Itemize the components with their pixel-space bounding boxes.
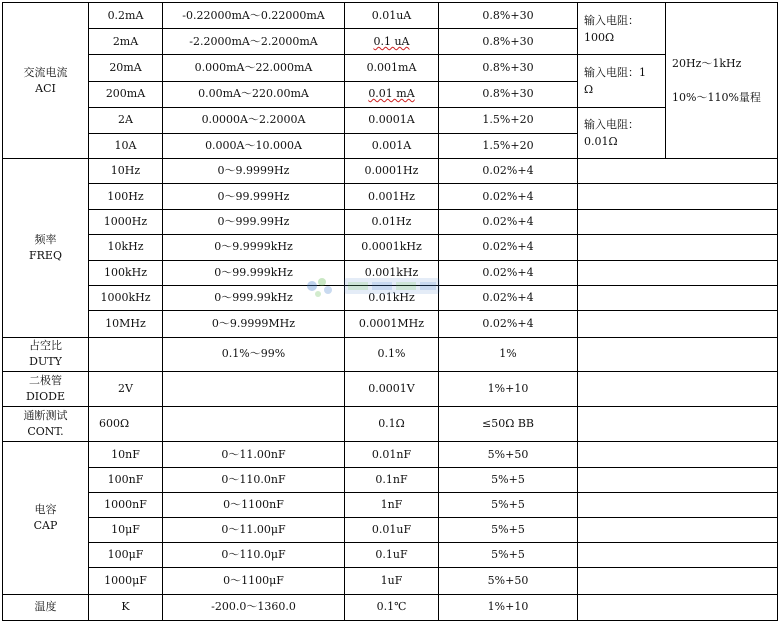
param-label-cap: 电容 CAP [3,442,89,594]
empty-cell [578,234,778,260]
param-label-duty: 占空比 DUTY [3,337,89,371]
span-cell: 0.0000A～2.2000A [163,107,345,133]
resolution-cell: 0.0001Hz [345,159,439,184]
table-row [3,467,778,492]
span-cell: 0～110.0μF [163,543,345,568]
range-cell: 1000nF [89,492,163,517]
empty-cell [578,337,778,371]
range-cell: 0.2mA [89,3,163,29]
param-label-freq: 频率 FREQ [3,159,89,337]
range-cell: 100nF [89,467,163,492]
accuracy-cell: 0.8%+30 [439,29,578,55]
span-cell: 0～99.999kHz [163,261,345,286]
range-cell: 1000kHz [89,286,163,311]
accuracy-cell: 5%+50 [439,568,578,594]
range-cell: 2mA [89,29,163,55]
table-row [3,184,778,209]
accuracy-cell: 1.5%+20 [439,107,578,133]
resolution-cell: 1nF [345,492,439,517]
range-cell: 10kHz [89,234,163,260]
resolution-cell: 0.1nF [345,467,439,492]
accuracy-cell: 0.02%+4 [439,184,578,209]
accuracy-cell: 0.02%+4 [439,209,578,234]
resolution-cell: 0.001kHz [345,261,439,286]
accuracy-cell: 5%+5 [439,518,578,543]
spec-table [2,2,778,621]
resolution-cell: 0.01Hz [345,209,439,234]
accuracy-cell: 1.5%+20 [439,134,578,159]
empty-cell [578,594,778,620]
accuracy-cell: 0.8%+30 [439,81,578,107]
accuracy-cell: ≤50Ω BB [439,407,578,442]
range-cell: 10MHz [89,311,163,337]
table-row [3,492,778,517]
table-row [3,55,778,81]
accuracy-cell: 0.02%+4 [439,234,578,260]
empty-cell [578,371,778,406]
table-row [3,311,778,337]
param-label-aci: 交流电流 ACI [3,3,89,159]
empty-cell [578,407,778,442]
resolution-cell: 0.1℃ [345,594,439,620]
span-cell: 0～11.00nF [163,442,345,467]
param-label-cont: 通断测试 CONT. [3,407,89,442]
resolution-cell: 0.0001A [345,107,439,133]
range-cell: 20mA [89,55,163,81]
accuracy-cell: 0.8%+30 [439,3,578,29]
table-row [3,518,778,543]
param-label-temp: 温度 [3,594,89,620]
range-cell: 10μF [89,518,163,543]
span-cell: 0～1100μF [163,568,345,594]
span-cell: 0～1100nF [163,492,345,517]
accuracy-cell: 0.02%+4 [439,159,578,184]
table-row [3,261,778,286]
range-cell: 100Hz [89,184,163,209]
empty-cell [578,543,778,568]
resolution-cell [345,81,439,107]
span-cell: 0～11.00μF [163,518,345,543]
accuracy-cell: 1%+10 [439,371,578,406]
span-cell: 0～110.0nF [163,467,345,492]
range-cell: 10A [89,134,163,159]
impedance-cell: 输入电阻： 100Ω [578,3,666,55]
span-cell: 0～999.99Hz [163,209,345,234]
span-cell: 0～999.99kHz [163,286,345,311]
accuracy-cell: 0.02%+4 [439,261,578,286]
resolution-cell: 0.1uF [345,543,439,568]
range-cell: 600Ω [89,407,163,442]
accuracy-cell: 0.02%+4 [439,286,578,311]
resolution-cell: 0.001mA [345,55,439,81]
empty-cell [578,286,778,311]
accuracy-cell: 0.8%+30 [439,55,578,81]
table-row [3,543,778,568]
table-row [3,337,778,371]
span-cell: 0.00mA～220.00mA [163,81,345,107]
empty-cell [578,492,778,517]
resolution-cell: 0.1Ω [345,407,439,442]
range-cell: 1000Hz [89,209,163,234]
empty-cell [578,209,778,234]
range-cell: 2A [89,107,163,133]
table-row [3,286,778,311]
resolution-cell: 0.001A [345,134,439,159]
empty-cell [578,184,778,209]
span-cell: -200.0～1360.0 [163,594,345,620]
resolution-cell [345,29,439,55]
empty-cell [578,568,778,594]
empty-cell [578,261,778,286]
accuracy-cell: 1% [439,337,578,371]
range-cell: K [89,594,163,620]
frequency-response-cell: 20Hz～1kHz 10%～110%量程 [666,3,778,159]
accuracy-cell: 5%+5 [439,467,578,492]
resolution-cell: 0.0001MHz [345,311,439,337]
table-row [3,371,778,406]
range-cell [89,337,163,371]
span-cell: 0～99.999Hz [163,184,345,209]
resolution-cell: 0.01nF [345,442,439,467]
table-row [3,107,778,133]
accuracy-cell: 5%+5 [439,492,578,517]
table-row [3,3,778,29]
empty-cell [578,311,778,337]
range-cell: 2V [89,371,163,406]
span-cell: 0.000mA～22.000mA [163,55,345,81]
table-row [3,594,778,620]
table-row [3,442,778,467]
resolution-cell: 0.0001kHz [345,234,439,260]
resolution-cell: 0.01uF [345,518,439,543]
impedance-cell: 输入电阻： 0.01Ω [578,107,666,158]
span-cell: 0.1%～99% [163,337,345,371]
accuracy-cell: 1%+10 [439,594,578,620]
table-row [3,159,778,184]
table-row [3,407,778,442]
range-cell: 10nF [89,442,163,467]
span-cell: -2.2000mA～2.2000mA [163,29,345,55]
resolution-text: 0.1 uA [373,34,410,48]
resolution-cell: 0.01kHz [345,286,439,311]
impedance-cell: 输入电阻：1 Ω [578,55,666,107]
resolution-cell: 0.001Hz [345,184,439,209]
accuracy-cell: 5%+50 [439,442,578,467]
range-cell: 1000μF [89,568,163,594]
span-cell [163,371,345,406]
resolution-cell: 0.1% [345,337,439,371]
span-cell: 0～9.9999Hz [163,159,345,184]
range-cell: 100kHz [89,261,163,286]
resolution-cell: 0.0001V [345,371,439,406]
empty-cell [578,467,778,492]
param-label-diode: 二极管 DIODE [3,371,89,406]
accuracy-cell: 0.02%+4 [439,311,578,337]
span-cell: 0～9.9999kHz [163,234,345,260]
range-cell: 100μF [89,543,163,568]
accuracy-cell: 5%+5 [439,543,578,568]
empty-cell [578,442,778,467]
span-cell: 0.000A～10.000A [163,134,345,159]
resolution-cell: 1uF [345,568,439,594]
resolution-text: 0.01 mA [368,87,415,101]
table-row [3,568,778,594]
empty-cell [578,518,778,543]
span-cell [163,407,345,442]
table-row [3,234,778,260]
span-cell: 0～9.9999MHz [163,311,345,337]
empty-cell [578,159,778,184]
table-row [3,209,778,234]
span-cell: -0.22000mA～0.22000mA [163,3,345,29]
range-cell: 200mA [89,81,163,107]
resolution-cell: 0.01uA [345,3,439,29]
range-cell: 10Hz [89,159,163,184]
